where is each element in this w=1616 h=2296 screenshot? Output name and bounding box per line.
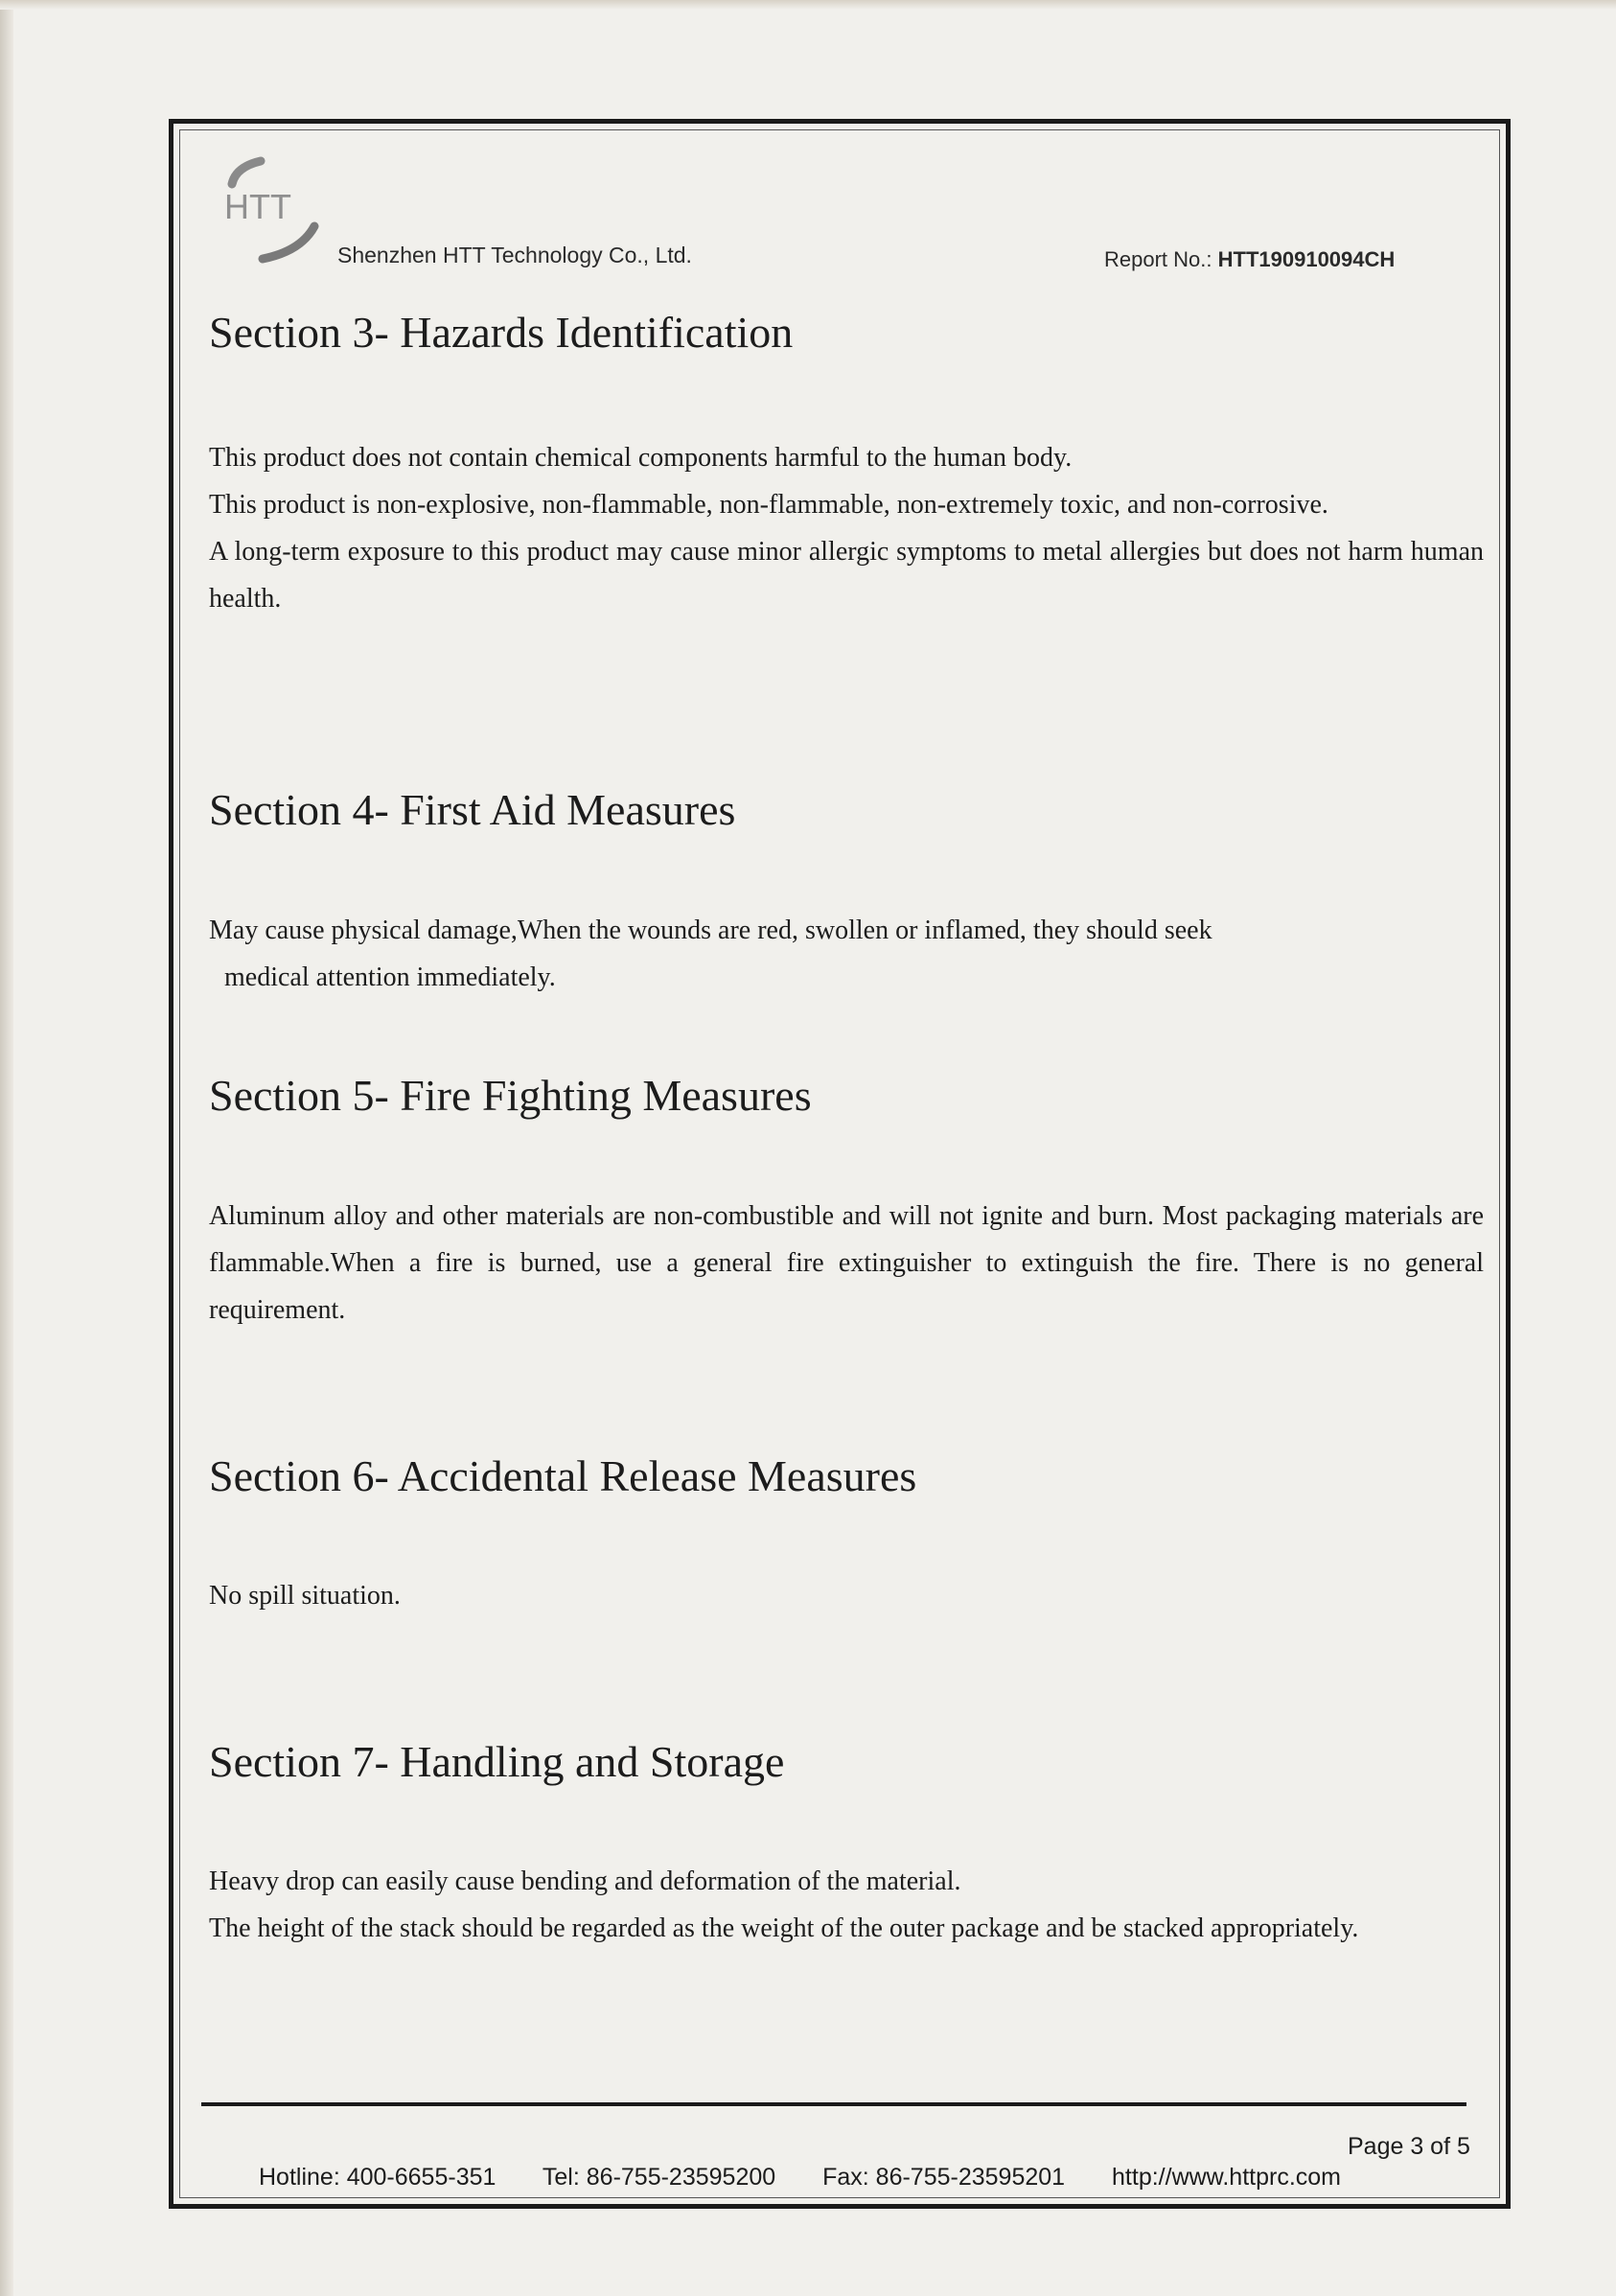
htt-logo-icon (205, 144, 330, 268)
report-number (1104, 247, 1395, 272)
section-3-body (209, 434, 1484, 622)
telephone: Tel: 86-755-23595200 (542, 2164, 776, 2191)
section-6-paragraph: No spill situation. (209, 1581, 401, 1611)
section-3-paragraph: A long-term exposure to this product may cause minor allergic symptoms to metal allergies but does not harm human health. (209, 537, 1484, 614)
report-value: HTT190910094CH (1217, 247, 1396, 271)
paper-edge-top (0, 0, 1616, 10)
section-3-title: Section 3- Hazards Identification (209, 308, 794, 357)
section-7-paragraph: The height of the stack should be regarded as the weight of the outer package and be stacked appropriately. (209, 1913, 1359, 1943)
page-number: Page 3 of 5 (1348, 2133, 1470, 2160)
section-7-title: Section 7- Handling and Storage (209, 1737, 785, 1786)
section-6-title: Section 6- Accidental Release Measures (209, 1451, 917, 1500)
company-name: Shenzhen HTT Technology Co., Ltd. (337, 243, 692, 267)
section-5-title: Section 5- Fire Fighting Measures (209, 1071, 812, 1120)
section-3-paragraph: This product does not contain chemical components harmful to the human body. (209, 443, 1073, 473)
hotline: Hotline: 400-6655-351 (259, 2164, 496, 2191)
section-4-title: Section 4- First Aid Measures (209, 785, 736, 834)
section-7-body (209, 1858, 1484, 1952)
logo-text: HTT (224, 187, 291, 226)
paper-edge (0, 0, 13, 2296)
report-label: Report No.: (1104, 247, 1212, 271)
footer-divider (201, 2102, 1466, 2106)
footer-contacts (259, 2164, 1381, 2192)
section-4-body (209, 907, 1484, 1001)
section-4-paragraph: medical attention immediately. (224, 962, 556, 992)
section-5-paragraph: Aluminum alloy and other materials are non-combustible and will not ignite and burn. Most packaging materials are flammable.When a fire is burned, use a general fire extinguisher to extinguish the fire. There is no general requirement. (209, 1201, 1484, 1325)
fax: Fax: 86-755-23595201 (822, 2164, 1066, 2191)
section-6-body (209, 1572, 1484, 1619)
section-3-paragraph: This product is non-explosive, non-flammable, non-flammable, non-extremely toxic, and non-corrosive. (209, 490, 1328, 520)
website-link[interactable]: http://www.httprc.com (1112, 2164, 1341, 2191)
section-5-body (209, 1193, 1484, 1334)
section-7-paragraph: Heavy drop can easily cause bending and deformation of the material. (209, 1867, 961, 1896)
section-4-paragraph: May cause physical damage,When the wounds are red, swollen or inflamed, they should seek (209, 916, 1212, 945)
